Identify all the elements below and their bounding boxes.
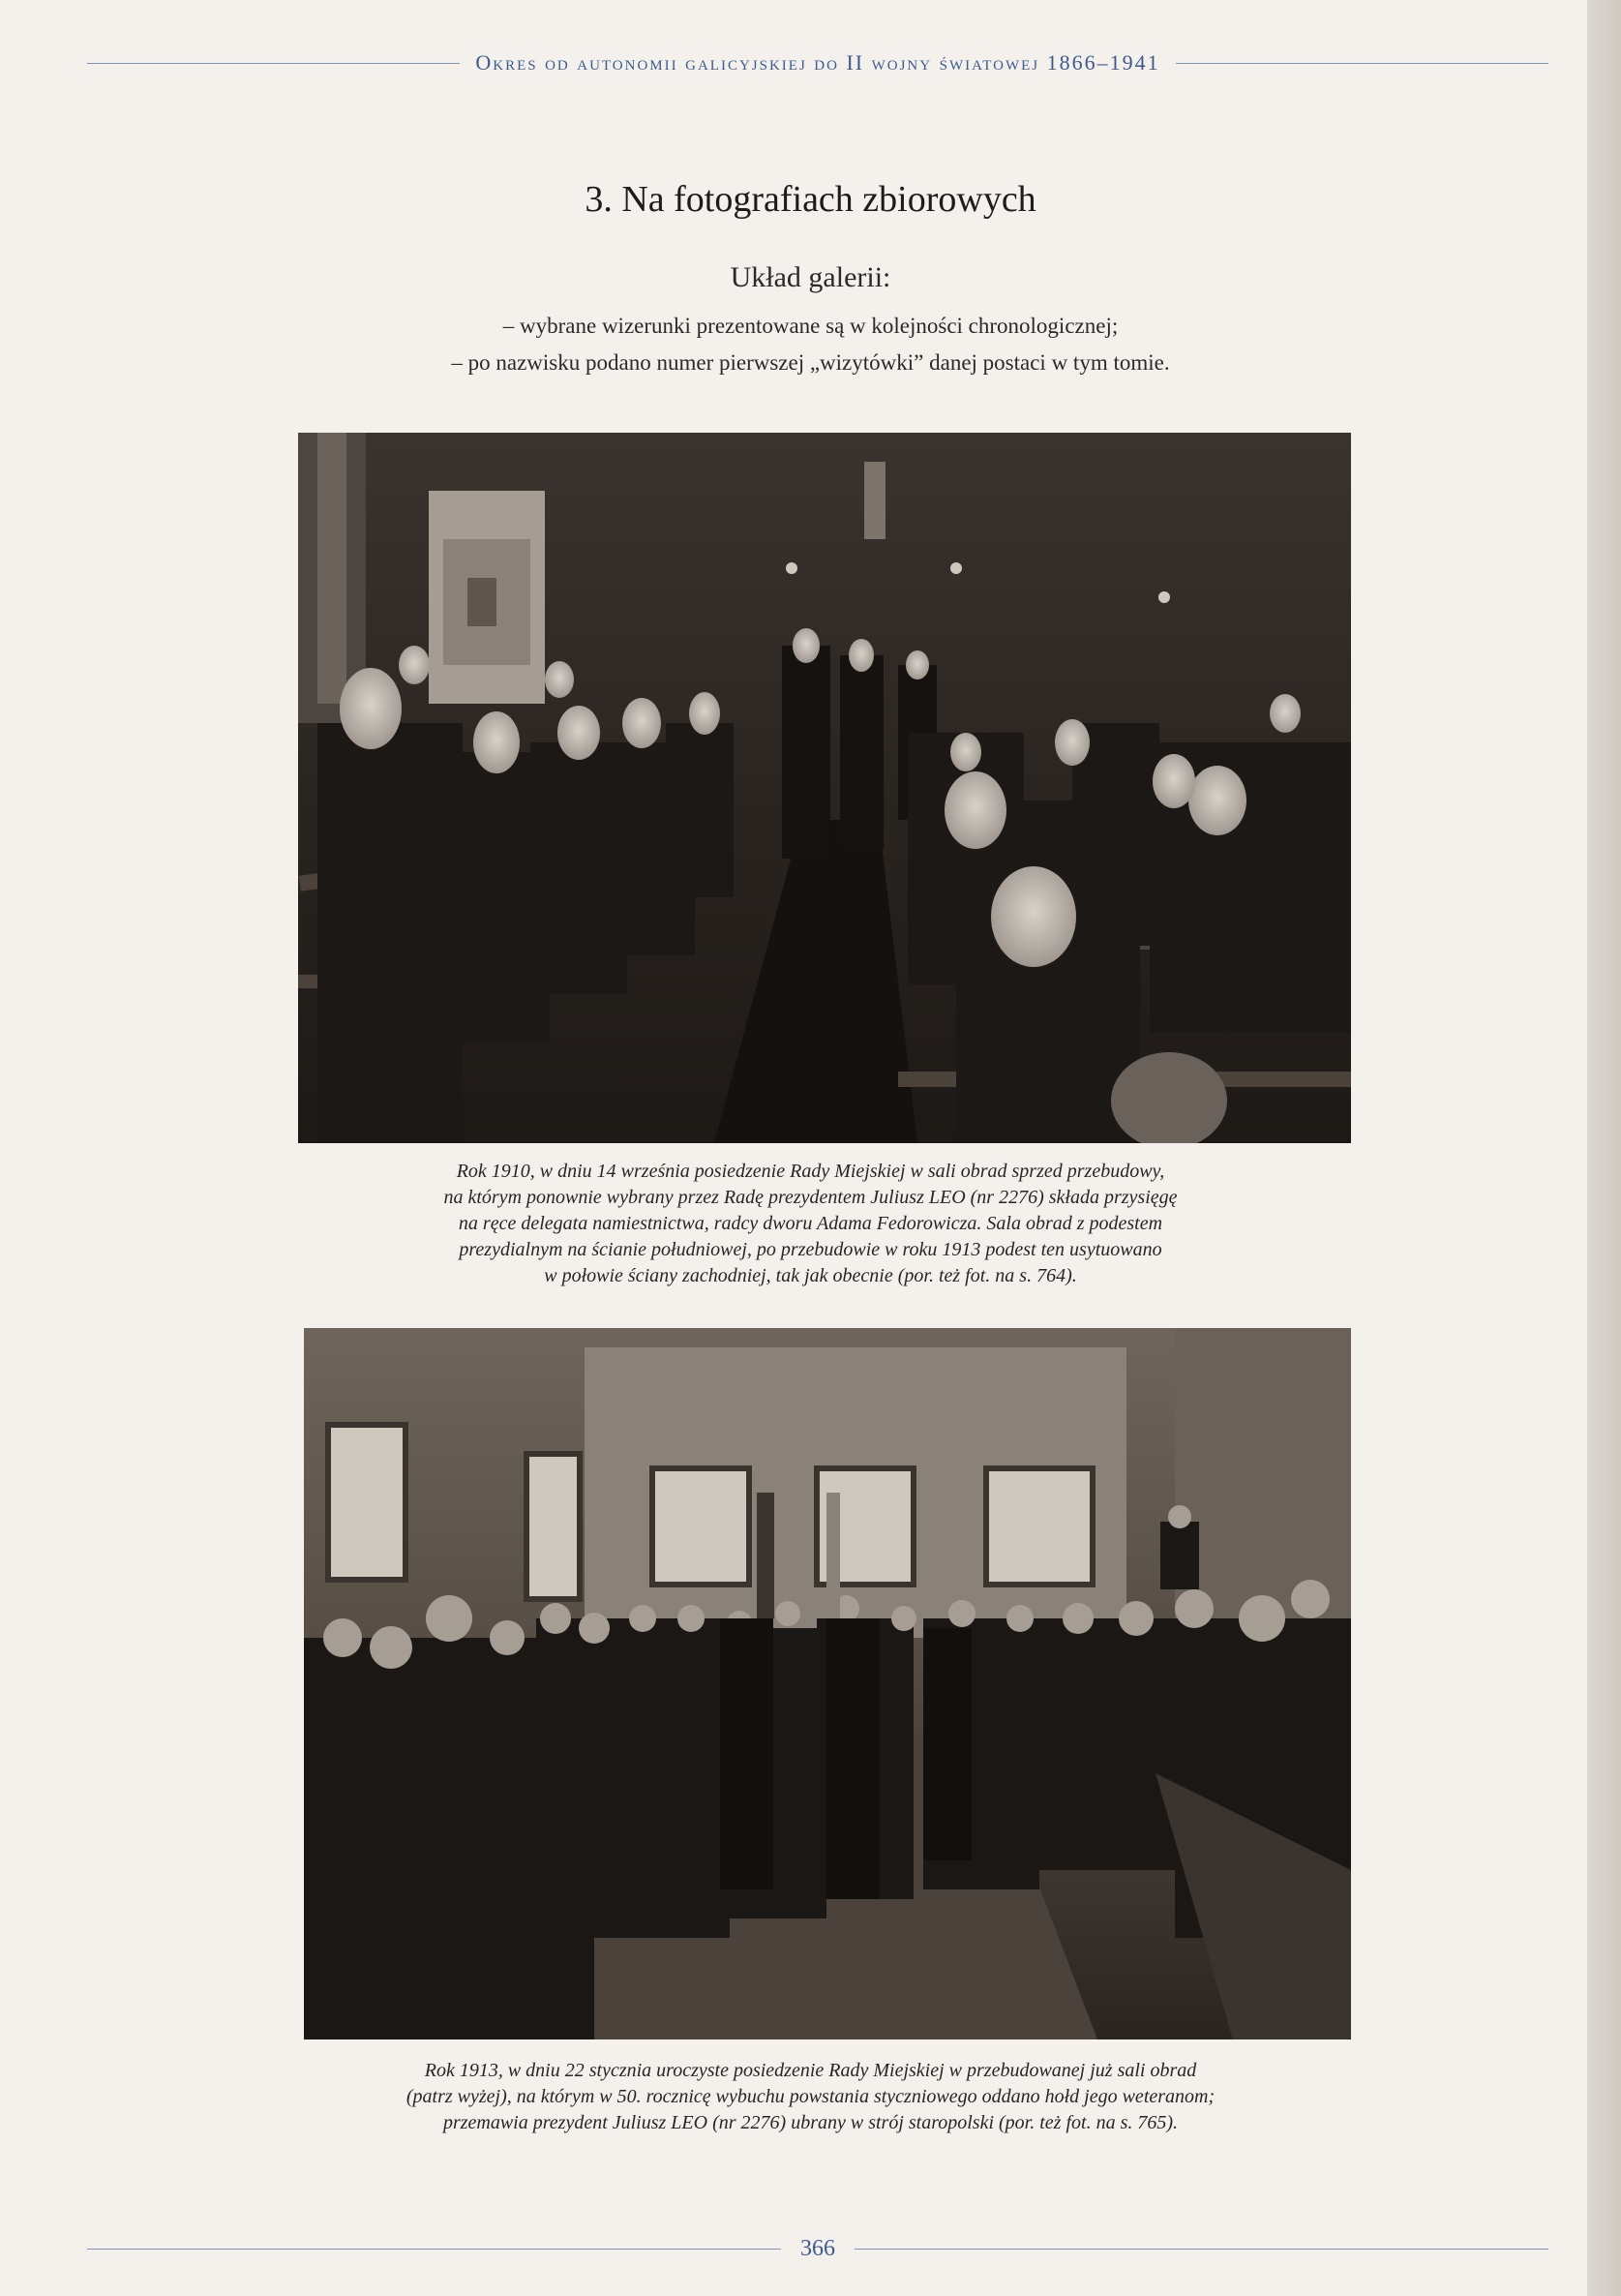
caption-line: Rok 1913, w dniu 22 stycznia uroczyste posiedzenie Rady Miejskiej w przebudowanej już sali obrad — [424, 2060, 1197, 2081]
caption-line: przemawia prezydent Juliusz LEO (nr 2276) ubrany w strój staropolski (por. też fot. na s. 765). — [442, 2112, 1179, 2133]
caption-line: w połowie ściany zachodniej, tak jak obecnie (por. też fot. na s. 764). — [544, 1265, 1077, 1286]
caption-line: prezydialnym na ścianie południowej, po przebudowie w roku 1913 podest ten usytuowano — [459, 1239, 1162, 1260]
intro-line: – wybrane wizerunki prezentowane są w kolejności chronologicznej; — [502, 314, 1119, 338]
running-head-rule-left — [87, 63, 460, 64]
photo-council-1910 — [298, 433, 1351, 1143]
page-number: 366 — [800, 2236, 835, 2261]
page-footer — [87, 2236, 1548, 2262]
photo-caption — [0, 2058, 1621, 2136]
running-head-rule-right — [1176, 63, 1548, 64]
photo-council-1913 — [304, 1328, 1351, 2039]
section-title: 3. Na fotografiach zbiorowych — [585, 179, 1036, 220]
caption-line: Rok 1910, w dniu 14 września posiedzenie Rady Miejskiej w sali obrad sprzed przebudowy, — [456, 1161, 1165, 1182]
caption-line: (patrz wyżej), na którym w 50. rocznicę wybuchu powstania styczniowego oddano hołd jego weteranom; — [405, 2086, 1216, 2107]
running-head — [87, 50, 1548, 76]
intro-line: – po nazwisku podano numer pierwszej „wizytówki” danej postaci w tym tomie. — [451, 350, 1170, 375]
caption-line: na którym ponownie wybrany przez Radę prezydentem Juliusz LEO (nr 2276) składa przysięgę — [443, 1187, 1178, 1208]
footer-rule-left — [87, 2249, 781, 2250]
running-title: Okres od autonomii galicyjskiej do II wojny światowej 1866–1941 — [475, 50, 1160, 75]
footer-rule-right — [855, 2249, 1548, 2250]
section-subtitle: Układ galerii: — [730, 261, 891, 293]
photo-caption — [0, 1159, 1621, 1289]
intro-text — [0, 308, 1621, 381]
caption-line: na ręce delegata namiestnictwa, radcy dworu Adama Fedorowicza. Sala obrad z podestem — [458, 1213, 1163, 1234]
